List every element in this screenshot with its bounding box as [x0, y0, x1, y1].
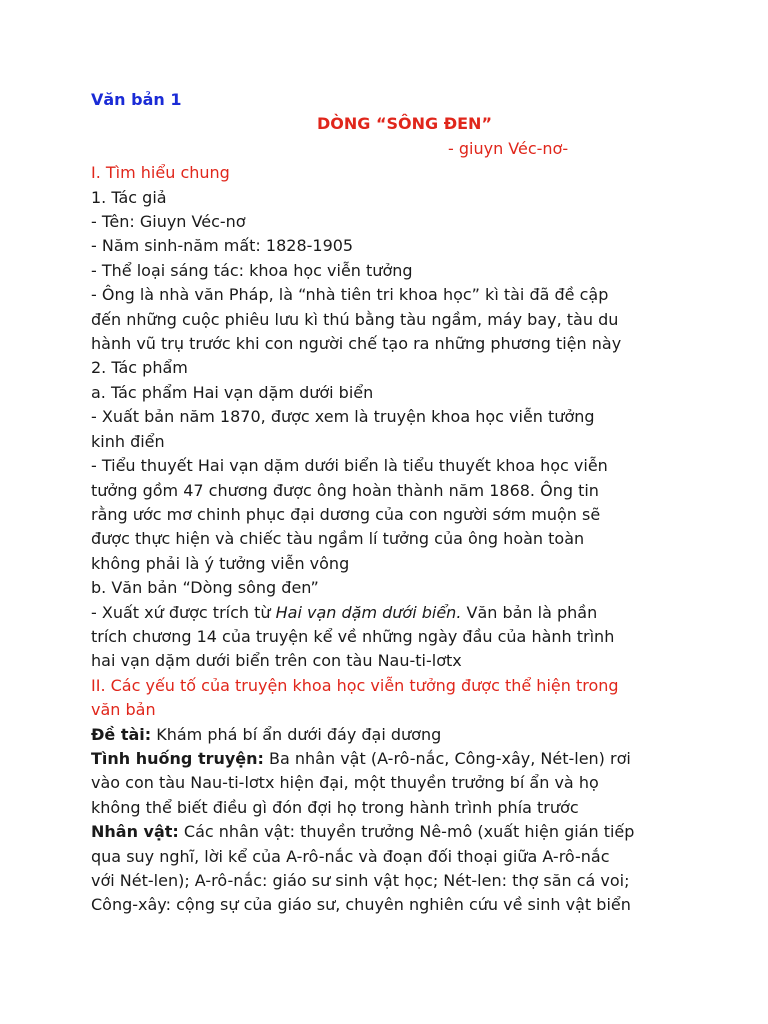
doc-label: Văn bản 1 — [91, 90, 182, 109]
work-a-line: không phải là ý tưởng viễn vông — [91, 553, 350, 573]
work-a-line: rằng ước mơ chinh phục đại dương của con người sớm muộn sẽ — [91, 504, 601, 524]
situation-label: Tình huống truyện: — [91, 748, 264, 768]
work-b-origin-pre: - Xuất xứ được trích từ — [91, 602, 276, 622]
topic-text: Khám phá bí ẩn dưới đáy đại dương — [151, 724, 442, 744]
characters-text: Các nhân vật: thuyền trưởng Nê-mô (xuất hiện gián tiếp — [178, 822, 635, 842]
subheading-author: 1. Tác giả — [91, 187, 167, 207]
section1-heading: I. Tìm hiểu chung — [91, 163, 230, 183]
work-a-line: được thực hiện và chiếc tàu ngầm lí tưởng của ông hoàn toàn — [91, 529, 585, 549]
topic-label: Đề tài: — [91, 724, 152, 744]
doc-title: DÒNG “SÔNG ĐEN” — [317, 114, 492, 134]
section2-heading-cont: văn bản — [91, 700, 156, 720]
situation-line — [91, 747, 711, 771]
subheading-work: 2. Tác phẩm — [91, 358, 188, 378]
topic-line — [91, 723, 711, 747]
work-a-line: - Tiểu thuyết Hai vạn dặm dưới biển là tiểu thuyết khoa học viễn — [91, 456, 608, 476]
work-a-line: tưởng gồm 47 chương được ông hoàn thành năm 1868. Ông tin — [91, 480, 599, 500]
situation-text: Ba nhân vật (A-rô-nắc, Công-xây, Nét-len) rơi — [263, 748, 631, 768]
doc-author: - giuyn Véc-nơ- — [448, 138, 569, 158]
work-b-origin-italic: Hai vạn dặm dưới biển. — [275, 602, 462, 622]
author-years: - Năm sinh-năm mất: 1828-1905 — [91, 236, 354, 256]
document-page — [91, 88, 711, 918]
author-genre: - Thể loại sáng tác: khoa học viễn tưởng — [91, 260, 413, 280]
work-b-origin-post: Văn bản là phần — [461, 602, 598, 622]
author-bio-line: hành vũ trụ trước khi con người chế tạo ra những phương tiện này — [91, 334, 622, 354]
work-a-line: kinh điển — [91, 431, 165, 451]
author-bio-line: - Ông là nhà văn Pháp, là “nhà tiên tri khoa học” kì tài đã đề cập — [91, 285, 609, 305]
characters-label: Nhân vật: — [91, 822, 179, 842]
work-b-origin — [91, 601, 711, 625]
characters-line: qua suy nghĩ, lời kể của A-rô-nắc và đoạn đối thoại giữa A-rô-nắc — [91, 846, 610, 866]
characters-line — [91, 820, 711, 844]
characters-line: Công-xây: cộng sự của giáo sư, chuyên nghiên cứu về sinh vật biển — [91, 895, 631, 915]
author-bio-line: đến những cuộc phiêu lưu kì thú bằng tàu ngầm, máy bay, tàu du — [91, 309, 619, 329]
work-a-line: - Xuất bản năm 1870, được xem là truyện khoa học viễn tưởng — [91, 407, 595, 427]
situation-line: không thể biết điều gì đón đợi họ trong hành trình phía trước — [91, 797, 579, 817]
situation-line: vào con tàu Nau-ti-lơtx hiện đại, một thuyền trưởng bí ẩn và họ — [91, 773, 599, 793]
work-b-title: b. Văn bản “Dòng sông đen” — [91, 578, 319, 598]
work-a-title: a. Tác phẩm Hai vạn dặm dưới biển — [91, 382, 374, 402]
author-name: - Tên: Giuyn Véc-nơ — [91, 212, 246, 232]
work-b-line: trích chương 14 của truyện kể về những ngày đầu của hành trình — [91, 626, 615, 646]
characters-line: với Nét-len); A-rô-nắc: giáo sư sinh vật học; Nét-len: thợ săn cá voi; — [91, 871, 630, 890]
section2-heading: II. Các yếu tố của truyện khoa học viễn tưởng được thể hiện trong — [91, 675, 619, 695]
work-b-line: hai vạn dặm dưới biển trên con tàu Nau-ti-lơtx — [91, 651, 462, 671]
